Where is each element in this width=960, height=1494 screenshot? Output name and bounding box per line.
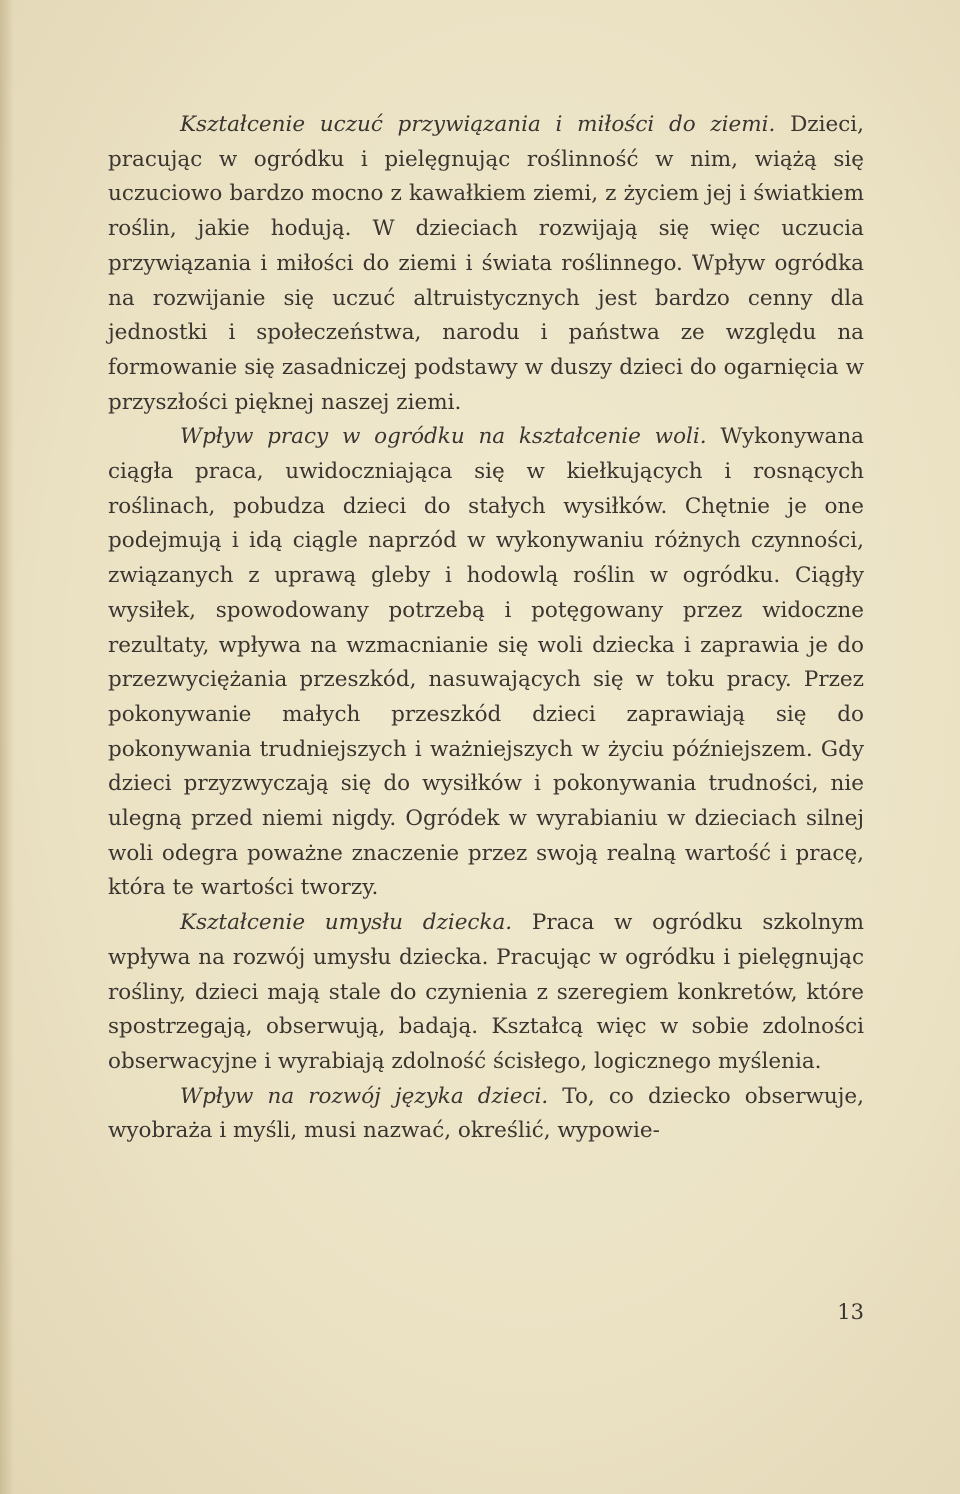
paragraph-will — [108, 420, 864, 906]
paragraph-text: To, co dziecko obserwuje, wyobraża i myśli, musi nazwać, określić, wypowie- — [108, 1083, 864, 1144]
body-text — [108, 108, 864, 1149]
paragraph-language — [108, 1080, 864, 1149]
paragraph-heading: Wpływ pracy w ogródku na kształcenie woli. — [180, 424, 707, 450]
page-number: 13 — [837, 1300, 864, 1324]
paragraph-text: Wykonywana ciągła praca, uwidoczniająca się w kiełkujących i rosnących roślinach, pobudza dzieci do stałych wysiłków. Chętnie je one podejmują i idą ciągle naprzód w wykonywaniu różnych czynności, związanych z uprawą gleby i hodowlą roślin w ogródku. Ciągły wysiłek, spowodowany potrzebą i potęgowany przez widoczne rezultaty, wpływa na wzmacnianie się woli dziecka i zaprawia je do przezwyciężania przeszkód, nasuwających się w toku pracy. Przez pokonywanie małych przeszkód dzieci zaprawiają się do pokonywania trudniejszych i ważniejszych w życiu późniejszem. Gdy dzieci przyzwyczają się do wysiłków i pokonywania trudności, nie ulegną przed niemi nigdy. Ogródek w wyrabianiu w dzieciach silnej woli odegra poważne znaczenie przez swoją realną wartość i pracę, która te wartości tworzy. — [108, 424, 864, 901]
paragraph-heading: Wpływ na rozwój języka dzieci. — [180, 1083, 549, 1109]
paragraph-heading: Kształcenie umysłu dziecka. — [180, 910, 513, 936]
page-gutter-shadow — [0, 0, 14, 1494]
paragraph-text: Dzieci, pracując w ogródku i pielęgnując roślinność w nim, wiążą się uczuciowo bardzo mocno z kawałkiem ziemi, z życiem jej i światkiem roślin, jakie hodują. W dzieciach rozwijają się więc uczucia przywiązania i miłości do ziemi i świata roślinnego. Wpływ ogródka na rozwijanie się uczuć altruistycznych jest bardzo cenny dla jednostki i społeczeństwa, narodu i państwa ze względu na formowanie się zasadniczej podstawy w duszy dzieci do ogarnięcia w przyszłości pięknej naszej ziemi. — [108, 112, 864, 415]
paragraph-heading: Kształcenie uczuć przywiązania i miłości do ziemi. — [180, 112, 776, 137]
paragraph-mind — [108, 906, 864, 1080]
paragraph-text: Praca w ogródku szkolnym wpływa na rozwój umysłu dziecka. Pracując w ogródku i pielęgnując rośliny, dzieci mają stale do czynienia z szeregiem konkretów, które spostrzegają, obserwują, badają. Kształcą więc w sobie zdolności obserwacyjne i wyrabiają zdolność ścisłego, logicznego myślenia. — [108, 910, 864, 1074]
paragraph-feelings — [108, 108, 864, 420]
